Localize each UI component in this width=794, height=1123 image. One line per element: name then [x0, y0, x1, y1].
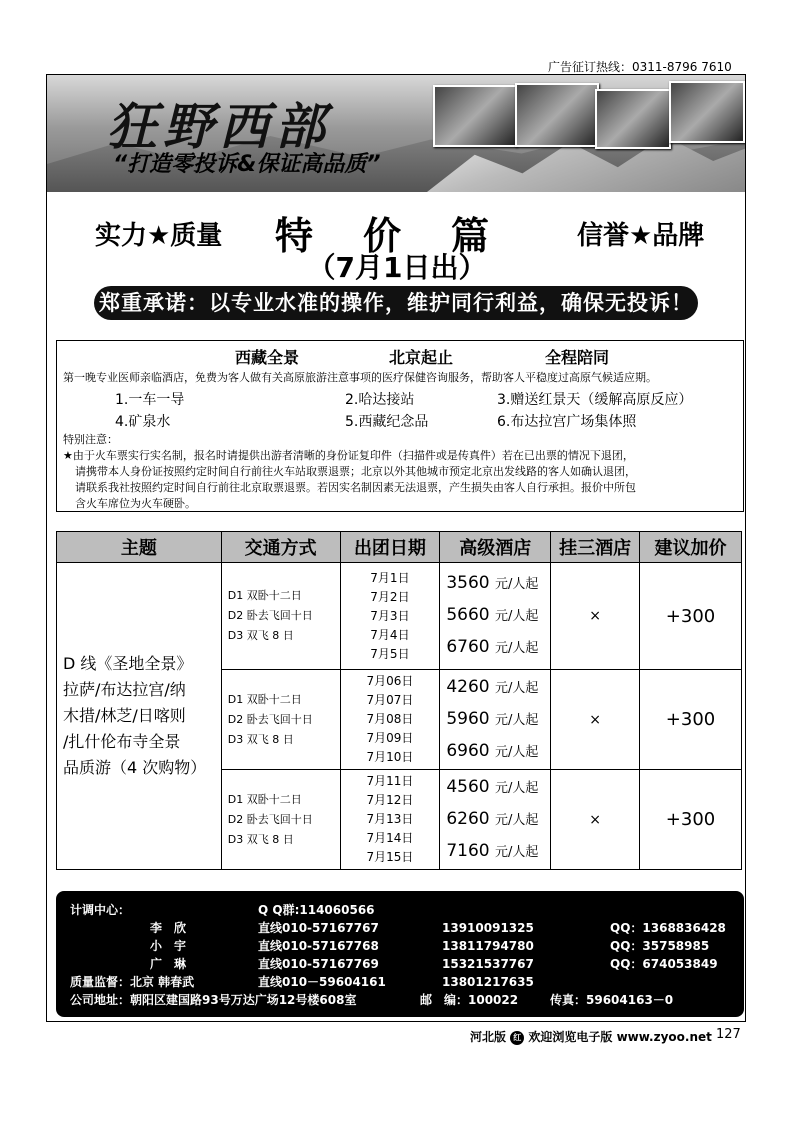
- price: 6960: [446, 740, 490, 761]
- banner-photo: [669, 81, 745, 143]
- qq-group: Q Q群:114060566: [258, 903, 375, 917]
- notice-line: 含火车席位为火车硬卧。: [75, 497, 196, 510]
- three-star-cell: ×: [551, 670, 640, 770]
- edition-label: 河北版: [470, 1030, 507, 1044]
- contact-panel: [56, 891, 744, 1017]
- notice-title: 特别注意：: [63, 433, 118, 446]
- feature-item: 3.赠送红景天（缓解高原反应）: [497, 392, 693, 408]
- footer: [470, 1028, 712, 1045]
- notice-line: 请联系我社按照约定时间自行前往北京取票退票。若因实名制因素无法退票，产生损失由客人自行承担。报价中所包: [75, 481, 636, 494]
- contact-line: 直线010-57167769: [258, 957, 379, 971]
- contact-name: 李 欣: [150, 921, 187, 935]
- price: 6760: [446, 637, 490, 657]
- notice-line: ★由于火车票实行实名制，报名时请提供出游者清晰的身份证复印件（扫描件或是传真件）若在已出票的情况下退团，: [63, 449, 634, 462]
- dates-cell: [340, 770, 440, 870]
- date: 7月3日: [370, 608, 410, 623]
- date: 7月2日: [370, 589, 410, 604]
- footer-text[interactable]: 欢迎浏览电子版 www.zyoo.net: [528, 1030, 712, 1044]
- feature-item: 5.西藏纪念品: [345, 414, 429, 430]
- contact-center-label: 计调中心：: [70, 903, 131, 917]
- price: 4260: [446, 676, 490, 697]
- theme-line: 品质游（4 次购物）: [63, 758, 207, 777]
- traffic-line: D2 卧去飞回十日: [227, 712, 313, 726]
- price-cell: [440, 670, 551, 770]
- column-header: 交通方式: [221, 532, 340, 563]
- notice-line: 请携带本人身份证按照约定时间自行前往火车站取票退票；北京以外其他城市预定北京出发线路的客人如确认退团，: [75, 465, 636, 478]
- feature-item: 2.哈达接站: [345, 392, 415, 408]
- price: 5960: [446, 708, 490, 729]
- theme-line: 拉萨/布达拉宫/纳: [63, 680, 186, 699]
- price: 7160: [446, 840, 490, 861]
- contact-name: 广 琳: [150, 957, 187, 971]
- price: 6260: [446, 808, 490, 829]
- table-row: [57, 563, 742, 670]
- date: 7月10日: [366, 750, 414, 764]
- price-unit: 元/人起: [495, 812, 539, 828]
- traffic-line: D2 卧去飞回十日: [227, 812, 313, 826]
- theme-line: /扎什伦布寺全景: [63, 732, 181, 751]
- banner-photo: [515, 83, 599, 147]
- banner: [47, 75, 745, 192]
- column-header: 挂三酒店: [551, 532, 640, 563]
- heading-title: 特价篇: [275, 214, 540, 258]
- price-unit: 元/人起: [495, 641, 539, 656]
- date: 7月11日: [366, 774, 414, 788]
- quality-mobile: 13801217635: [442, 975, 534, 989]
- company-address: 公司地址：朝阳区建国路93号万达广场12号楼608室: [70, 993, 357, 1007]
- table-header-row: [57, 532, 742, 563]
- features-intro: 第一晚专业医师亲临酒店，免费为客人做有关高原旅游注意事项的医疗保健咨询服务，帮助客人平稳度过高原气候适应期。: [63, 371, 657, 384]
- contact-qq: QQ：1368836428: [610, 921, 726, 935]
- heading-left: 实力★质量: [95, 221, 223, 251]
- date: 7月4日: [370, 627, 410, 642]
- traffic-line: D3 双飞 8 日: [227, 732, 294, 746]
- price-unit: 元/人起: [495, 609, 539, 624]
- contact-name: 小 宇: [150, 939, 187, 953]
- feature-tag: 全程陪同: [545, 348, 610, 367]
- date: 7月07日: [366, 693, 414, 707]
- feature-item: 1.一车一导: [115, 392, 185, 408]
- banner-photo: [595, 89, 671, 149]
- contact-line: 直线010-57167768: [258, 939, 379, 953]
- date: 7月13日: [366, 812, 414, 826]
- date: 7月14日: [366, 831, 414, 845]
- quality-line: 直线010－59604161: [258, 975, 386, 989]
- traffic-line: D3 双飞 8 日: [227, 629, 294, 642]
- traffic-line: D2 卧去飞回十日: [227, 609, 313, 622]
- route-theme: [57, 563, 222, 870]
- feature-tag: 西藏全景: [235, 348, 300, 367]
- banner-title: 狂野西部: [107, 97, 331, 156]
- traffic-line: D1 双卧十二日: [227, 589, 302, 602]
- date: 7月5日: [370, 646, 410, 661]
- price-cell: [440, 770, 551, 870]
- feature-item: 4.矿泉水: [115, 414, 171, 430]
- three-star-cell: ×: [551, 563, 640, 670]
- traffic-line: D1 双卧十二日: [227, 692, 302, 706]
- fax: 传真：59604163－0: [550, 993, 674, 1007]
- contact-mobile: 15321537767: [442, 957, 534, 971]
- features-box: [56, 340, 744, 512]
- feature-tag: 北京起止: [389, 348, 454, 367]
- price-unit: 元/人起: [495, 844, 539, 860]
- traffic-line: D3 双飞 8 日: [227, 832, 294, 846]
- contact-mobile: 13811794780: [442, 939, 534, 953]
- dates-cell: [340, 563, 440, 670]
- column-header: 建议加价: [640, 532, 742, 563]
- price-table: [56, 531, 742, 870]
- traffic-cell: [221, 670, 340, 770]
- column-header: 出团日期: [340, 532, 440, 563]
- date: 7月08日: [366, 712, 414, 726]
- traffic-cell: [221, 563, 340, 670]
- column-header: 主题: [57, 532, 222, 563]
- price: 4560: [446, 776, 490, 797]
- ad-hotline: 广告征订热线：0311-8796 7610: [548, 60, 732, 74]
- price: 5660: [446, 605, 490, 625]
- feature-item: 6.布达拉宫广场集体照: [497, 414, 637, 430]
- theme-line: D 线《圣地全景》: [63, 654, 193, 673]
- contact-mobile: 13910091325: [442, 921, 534, 935]
- postcode: 邮 编：100022: [420, 993, 519, 1007]
- contact-qq: QQ：35758985: [610, 939, 710, 953]
- traffic-line: D1 双卧十二日: [227, 792, 302, 806]
- heading-right: 信誉★品牌: [577, 221, 705, 251]
- date: 7月09日: [366, 731, 414, 745]
- surcharge-cell: +300: [640, 563, 742, 670]
- price-unit: 元/人起: [495, 744, 539, 760]
- three-star-cell: ×: [551, 770, 640, 870]
- promise-banner: 郑重承诺：以专业水准的操作，维护同行利益，确保无投诉！: [94, 286, 698, 320]
- theme-line: 木措/林芝/日喀则: [63, 706, 186, 725]
- traffic-cell: [221, 770, 340, 870]
- departure-date: （7月1日出）: [307, 251, 487, 284]
- red-badge-icon: 红: [510, 1031, 524, 1045]
- column-header: 高级酒店: [440, 532, 551, 563]
- page-number: 127: [716, 1027, 741, 1042]
- quality-supervision: 质量监督：北京 韩春武: [70, 975, 195, 989]
- price-unit: 元/人起: [495, 680, 539, 696]
- date: 7月12日: [366, 793, 414, 807]
- surcharge-cell: +300: [640, 770, 742, 870]
- date: 7月1日: [370, 570, 410, 585]
- price-unit: 元/人起: [495, 780, 539, 796]
- price-unit: 元/人起: [495, 712, 539, 728]
- price-cell: [440, 563, 551, 670]
- date: 7月06日: [366, 674, 414, 688]
- banner-slogan: “打造零投诉&保证高品质”: [113, 152, 381, 177]
- price: 3560: [446, 573, 490, 593]
- dates-cell: [340, 670, 440, 770]
- contact-line: 直线010-57167767: [258, 921, 379, 935]
- banner-photo: [433, 85, 517, 147]
- contact-qq: QQ：674053849: [610, 957, 718, 971]
- surcharge-cell: +300: [640, 670, 742, 770]
- price-unit: 元/人起: [495, 577, 539, 592]
- date: 7月15日: [366, 850, 414, 864]
